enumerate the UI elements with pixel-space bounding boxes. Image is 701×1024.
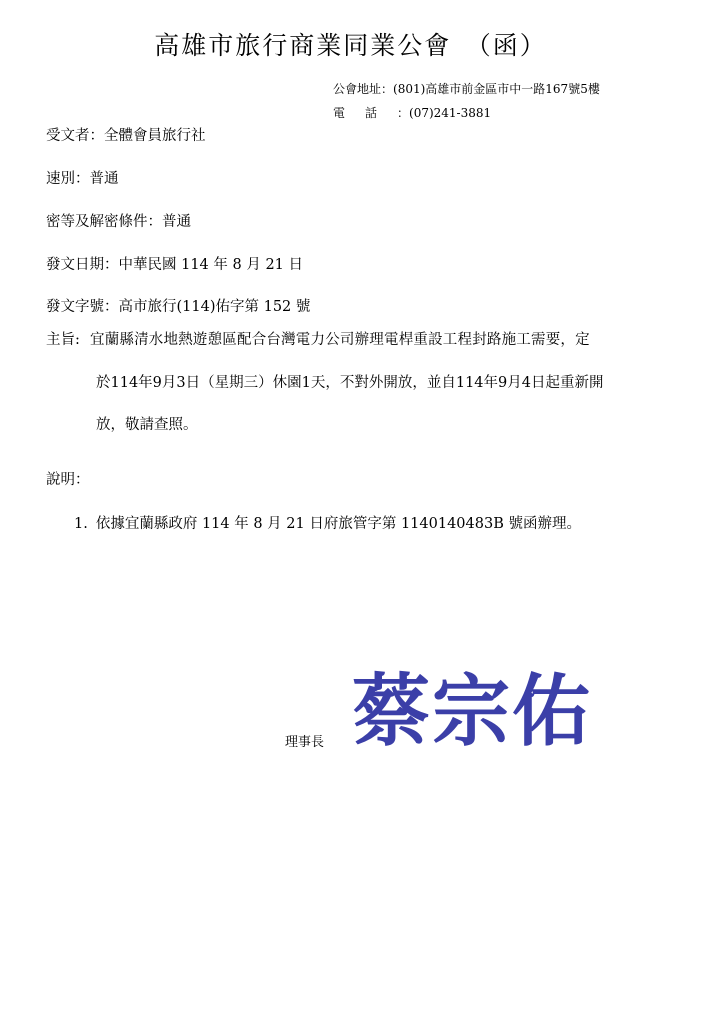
- signature-name: 蔡宗佑: [352, 667, 592, 757]
- subject-line-1: 宜蘭縣清水地熱遊憩區配合台灣電力公司辦理電桿重設工程封路施工需要，定: [90, 332, 590, 348]
- recipient-field: 受文者：全體會員旅行社: [46, 128, 206, 144]
- address-value: (801)高雄市前金區市中一路167號5樓: [393, 82, 600, 96]
- phone-value: (07)241-3881: [409, 106, 492, 120]
- document-title: 高雄市旅行商業同業公會 （函）: [154, 31, 547, 60]
- subject-label: 主旨:: [46, 332, 80, 348]
- signature-image: [352, 658, 592, 758]
- chairman-title: 理事長: [285, 735, 325, 750]
- document-number-field: 發文字號：高市旅行(114)佑字第 152 號: [46, 299, 311, 315]
- explanation-item: [74, 512, 581, 533]
- explanation-label: 說明：: [46, 472, 90, 488]
- secrecy-field: 密等及解密條件：普通: [46, 214, 191, 230]
- speed-field: 速別：普通: [46, 171, 119, 187]
- association-phone: [333, 104, 491, 121]
- address-label: 公會地址：: [333, 82, 394, 96]
- subject-line-3: 放，敬請查照。: [96, 417, 198, 433]
- phone-label: 電話：: [333, 106, 430, 120]
- explanation-item-number: 1.: [74, 516, 88, 532]
- association-address: [333, 80, 600, 97]
- explanation-item-text: 依據宜蘭縣政府 114 年 8 月 21 日府旅管字第 1140140483B 號函辦理。: [95, 516, 581, 532]
- issue-date-field: 發文日期：中華民國 114 年 8 月 21 日: [46, 257, 304, 273]
- subject-line-2: 於114年9月3日（星期三）休園1天，不對外開放，並自114年9月4日起重新開: [96, 375, 604, 391]
